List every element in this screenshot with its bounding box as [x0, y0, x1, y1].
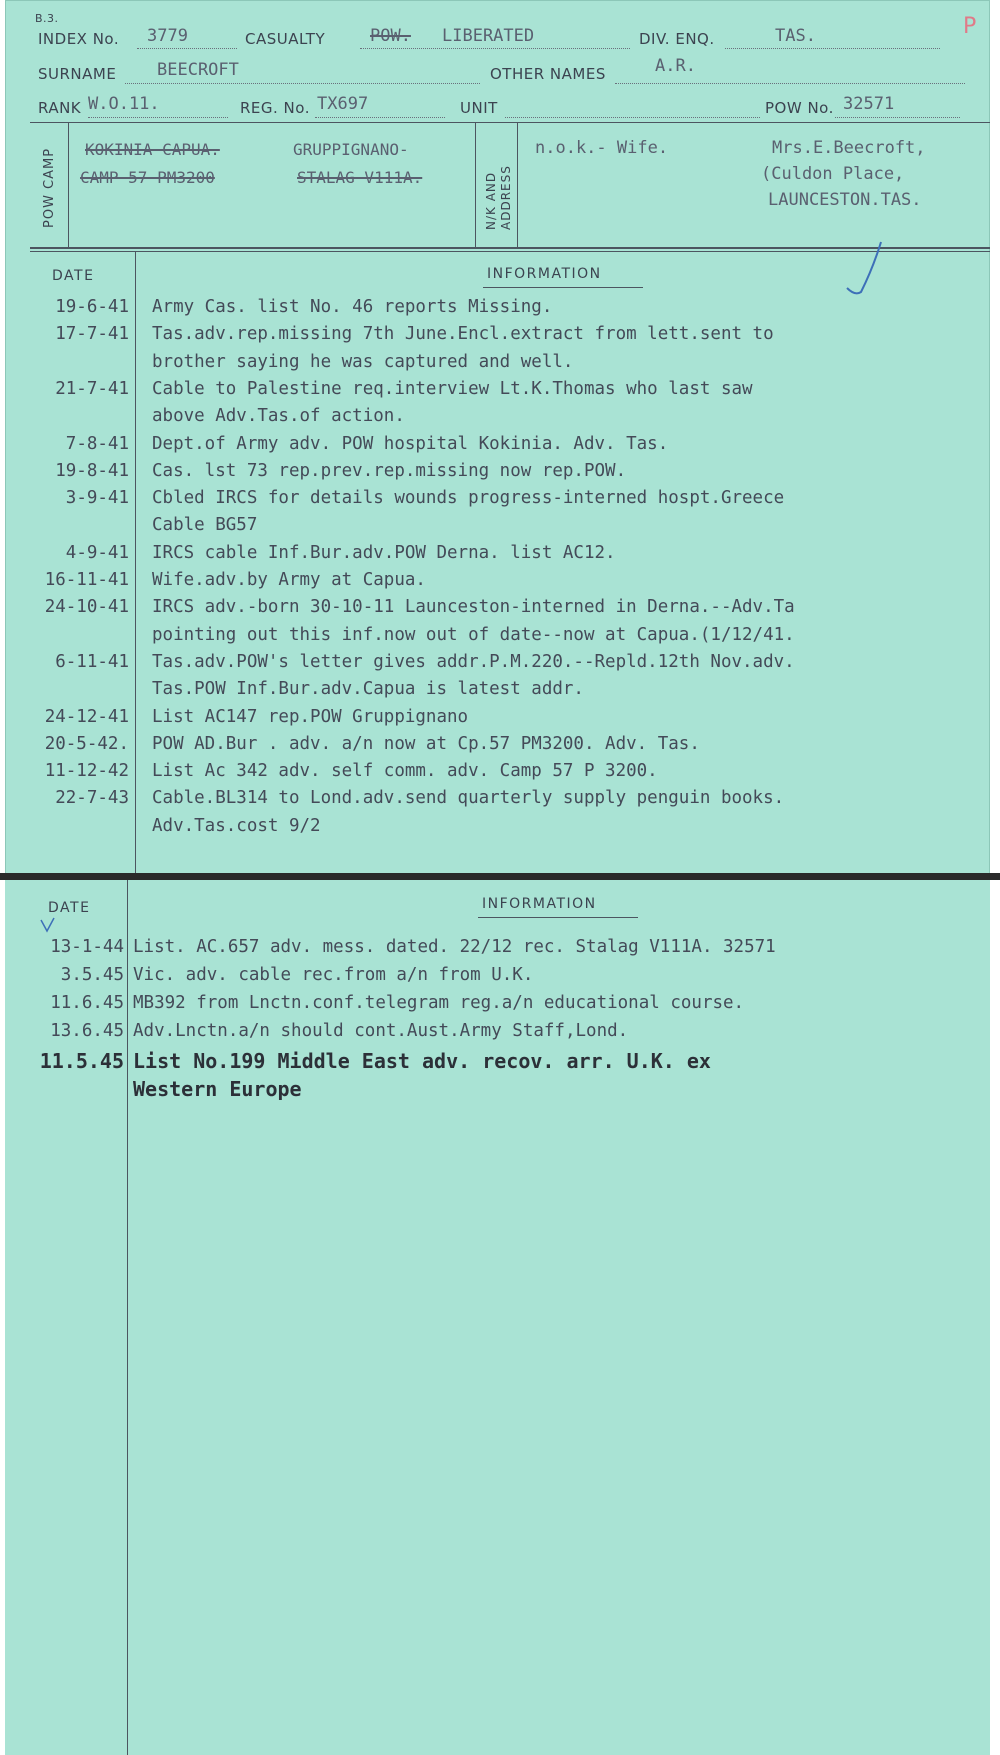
information-header: INFORMATION [487, 266, 602, 282]
nok-addr1: Mrs.E.Beecroft, [772, 138, 926, 158]
nok-addr3: LAUNCESTON.TAS. [768, 190, 922, 210]
entry-text: Adv.Lnctn.a/n should cont.Aust.Army Staff,Lond. [133, 1021, 629, 1041]
entry-date: 22-7-43 [55, 788, 129, 809]
entry-text: Dept.of Army adv. POW hospital Kokinia. Adv. Tas. [152, 433, 669, 454]
div-enq-label: DIV. ENQ. [639, 30, 715, 48]
card-separator [0, 873, 1000, 880]
entry-text: above Adv.Tas.of action. [152, 406, 405, 427]
entry-text: List Ac 342 adv. self comm. adv. Camp 57 P 3200. [152, 761, 658, 782]
entry-text: pointing out this inf.now out of date--now at Capua.(1/12/41. [152, 624, 795, 645]
entry-text: POW AD.Bur . adv. a/n now at Cp.57 PM3200. Adv. Tas. [152, 733, 700, 754]
reg-no-label: REG. No. [240, 99, 310, 117]
pow-camp-2a: CAMP 57 PM3200 [80, 168, 215, 187]
pow-camp-1a: KOKINIA-CAPUA. [85, 140, 220, 159]
casualty-value: LIBERATED [442, 26, 535, 46]
entry-text: Army Cas. list No. 46 reports Missing. [152, 297, 553, 317]
information-header-2: INFORMATION [482, 896, 597, 912]
entry-date: 20-5-42. [44, 733, 129, 754]
entry-date: 24-10-41 [44, 597, 129, 618]
unit-label: UNIT [460, 99, 498, 117]
entry-text: Tas.adv.POW's letter gives addr.P.M.220.--Repld.12th Nov.adv. [152, 651, 795, 672]
entry-text: Cable to Palestine req.interview Lt.K.Thomas who last saw [152, 378, 753, 399]
tick-icon [40, 916, 56, 934]
rank-label: RANK [38, 99, 82, 117]
pow-no-value: 32571 [843, 94, 895, 114]
entry-text: Cable.BL314 to Lond.adv.send quarterly supply penguin books. [152, 788, 785, 809]
corner-mark: P [963, 14, 977, 39]
surname-label: SURNAME [38, 65, 117, 83]
entry-text: Tas.adv.rep.missing 7th June.Encl.extract from lett.sent to [152, 324, 774, 345]
entry-text: Wife.adv.by Army at Capua. [152, 570, 426, 590]
entry-date: 11-12-42 [44, 761, 129, 782]
entry-text: Vic. adv. cable rec.from a/n from U.K. [133, 965, 534, 985]
entry-date: 7-8-41 [65, 433, 129, 454]
index-no-label: INDEX No. [38, 30, 120, 48]
date-header: DATE [52, 268, 95, 284]
casualty-struck-value: POW. [370, 26, 411, 46]
nk-label-1: N/K AND [484, 171, 498, 230]
pow-camp-2b: STALAG V111A. [297, 168, 423, 187]
entry-date: 19-8-41 [55, 460, 129, 481]
entry-text: Cbled IRCS for details wounds progress-interned hospt.Greece [152, 488, 785, 509]
entry-date: 21-7-41 [55, 378, 129, 399]
nok-addr2: (Culdon Place, [761, 164, 905, 184]
pow-no-label: POW No. [765, 99, 834, 117]
date-header-2: DATE [48, 900, 91, 916]
entry-date: 17-7-41 [55, 324, 129, 345]
entry-text: IRCS adv.-born 30-10-11 Launceston-interned in Derna.--Adv.Ta [152, 597, 795, 618]
nk-label-2: ADDRESS [499, 165, 513, 230]
entry-date: 11.5.45 [39, 1049, 124, 1073]
entry-date: 4-9-41 [65, 542, 129, 563]
entry-text: Tas.POW Inf.Bur.adv.Capua is latest addr. [152, 679, 584, 700]
entry-text: List. AC.657 adv. mess. dated. 22/12 rec. Stalag V111A. 32571 [133, 937, 776, 957]
check-mark-icon [845, 238, 885, 300]
nok-relation: n.o.k.- Wife. [535, 138, 669, 158]
entry-date: 19-6-41 [55, 297, 129, 317]
pow-camp-1b: GRUPPIGNANO- [293, 140, 409, 159]
entry-date: 13-1-44 [50, 937, 124, 957]
rank-value: W.O.11. [88, 94, 160, 114]
pow-camp-label: POW CAMP [42, 147, 57, 228]
entry-date: 11.6.45 [50, 993, 124, 1013]
other-names-value: A.R. [655, 56, 696, 76]
entry-date: 16-11-41 [44, 570, 129, 590]
entry-text: List No.199 Middle East adv. recov. arr. U.K. ex [133, 1049, 711, 1073]
entry-text: MB392 from Lnctn.conf.telegram reg.a/n educational course. [133, 993, 745, 1013]
entry-text: List AC147 rep.POW Gruppignano [152, 706, 469, 727]
entry-text: Adv.Tas.cost 9/2 [152, 815, 321, 836]
div-enq-value: TAS. [775, 26, 816, 46]
index-card-continuation [5, 880, 990, 1755]
other-names-label: OTHER NAMES [490, 65, 606, 83]
casualty-label: CASUALTY [245, 30, 326, 48]
surname-value: BEECROFT [157, 60, 239, 80]
entry-date: 6-11-41 [55, 651, 129, 672]
entry-date: 3.5.45 [60, 965, 124, 985]
index-card-front [5, 0, 990, 875]
entry-text: Western Europe [133, 1077, 302, 1101]
entry-text: Cas. lst 73 rep.prev.rep.missing now rep.POW. [152, 460, 627, 481]
form-code: B.3. [35, 12, 59, 25]
entry-text: brother saying he was captured and well. [152, 351, 574, 372]
entry-date: 24-12-41 [44, 706, 129, 727]
entry-text: Cable BG57 [152, 515, 258, 536]
entry-text: IRCS cable Inf.Bur.adv.POW Derna. list AC12. [152, 542, 616, 563]
entry-date: 13.6.45 [50, 1021, 124, 1041]
entry-date: 3-9-41 [65, 488, 129, 509]
index-no-value: 3779 [147, 26, 188, 46]
reg-no-value: TX697 [317, 94, 369, 114]
